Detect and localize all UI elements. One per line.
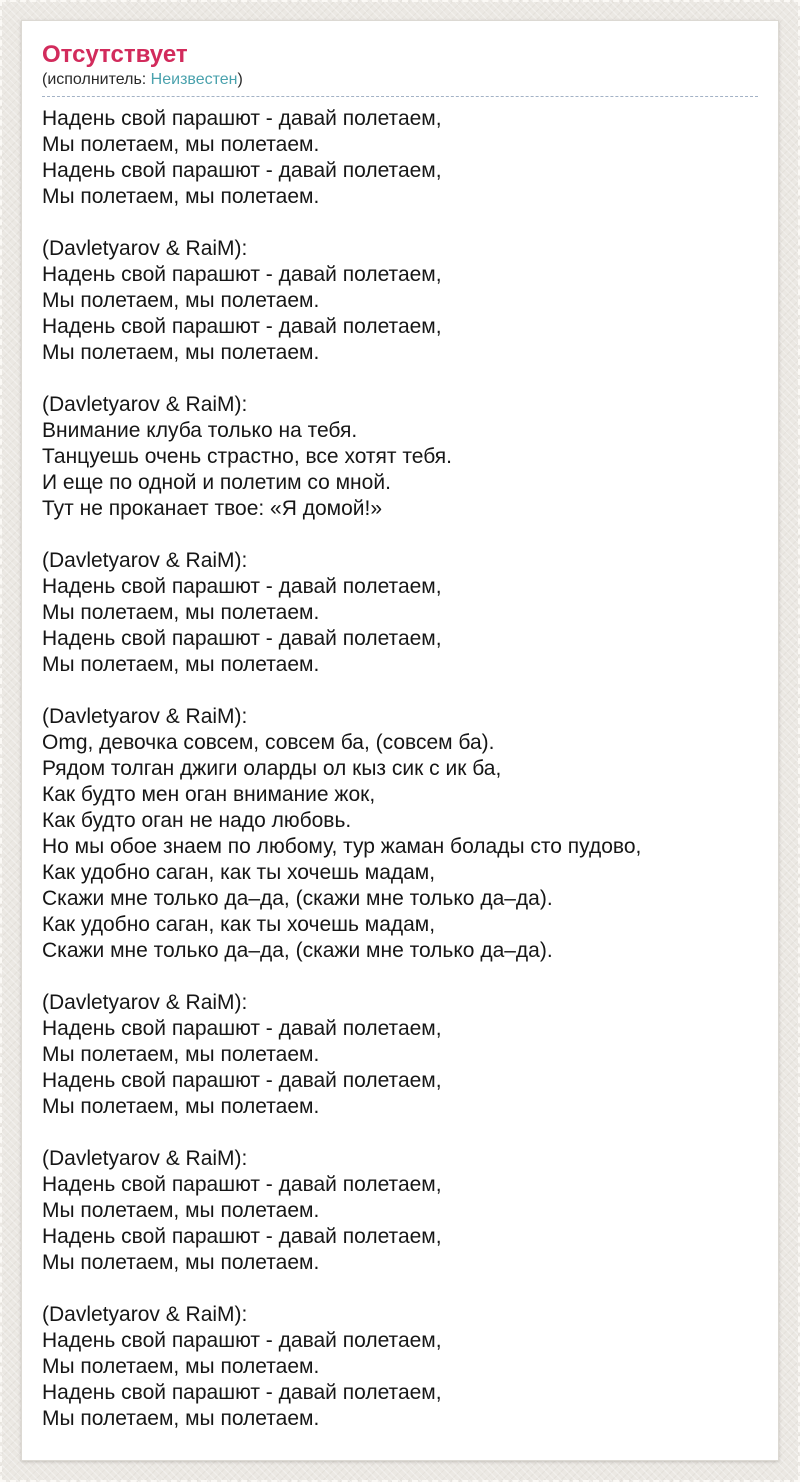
lyrics-card bbox=[21, 20, 779, 1461]
artist-link[interactable]: Неизвестен bbox=[150, 71, 238, 88]
artist-line bbox=[42, 70, 758, 90]
lyrics-text: Надень свой парашют - давай полетаем, Мы полетаем, мы полетаем. Надень свой парашют - давай полетаем, Мы полетаем, мы полетаем. (Davletyarov & RaiM): Надень свой парашют - давай полетаем, Мы полетаем, мы полетаем. Надень свой парашют - давай полетаем, Мы полетаем, мы полетаем. (Davletyarov & RaiM): Внимание клуба только на тебя. Танцуешь очень страстно, все хотят тебя. И еще по одной и полетим со мной. Тут не проканает твое: «Я домой!» (Davletyarov & RaiM): Надень свой парашют - давай полетаем, Мы полетаем, мы полетаем. Надень свой парашют - давай полетаем, Мы полетаем, мы полетаем. (Davletyarov & RaiM): Omg, девочка совсем, совсем ба, (совсем ба). Рядом толган джиги оларды ол кыз сик с ик ба, Как будто мен оган внимание жок, Как будто оган не надо любовь. Но мы обое знаем по любому, тур жаман болады сто пудово, Как удобно саган, как ты хочешь мадам, Скажи мне только да–да, (скажи мне только да–да). Как удобно саган, как ты хочешь мадам, Скажи мне только да–да, (скажи мне только да–да). (Davletyarov & RaiM): Надень свой парашют - давай полетаем, Мы полетаем, мы полетаем. Надень свой парашют - давай полетаем, Мы полетаем, мы полетаем. (Davletyarov & RaiM): Надень свой парашют - давай полетаем, Мы полетаем, мы полетаем. Надень свой парашют - давай полетаем, Мы полетаем, мы полетаем. (Davletyarov & RaiM): Надень свой парашют - давай полетаем, Мы полетаем, мы полетаем. Надень свой парашют - давай полетаем, Мы полетаем, мы полетаем. bbox=[42, 107, 642, 1430]
song-title: Отсутствует bbox=[42, 41, 188, 68]
dashed-divider bbox=[42, 96, 758, 97]
artist-suffix-label: ) bbox=[237, 71, 243, 88]
artist-prefix-label: (исполнитель: bbox=[42, 71, 151, 88]
